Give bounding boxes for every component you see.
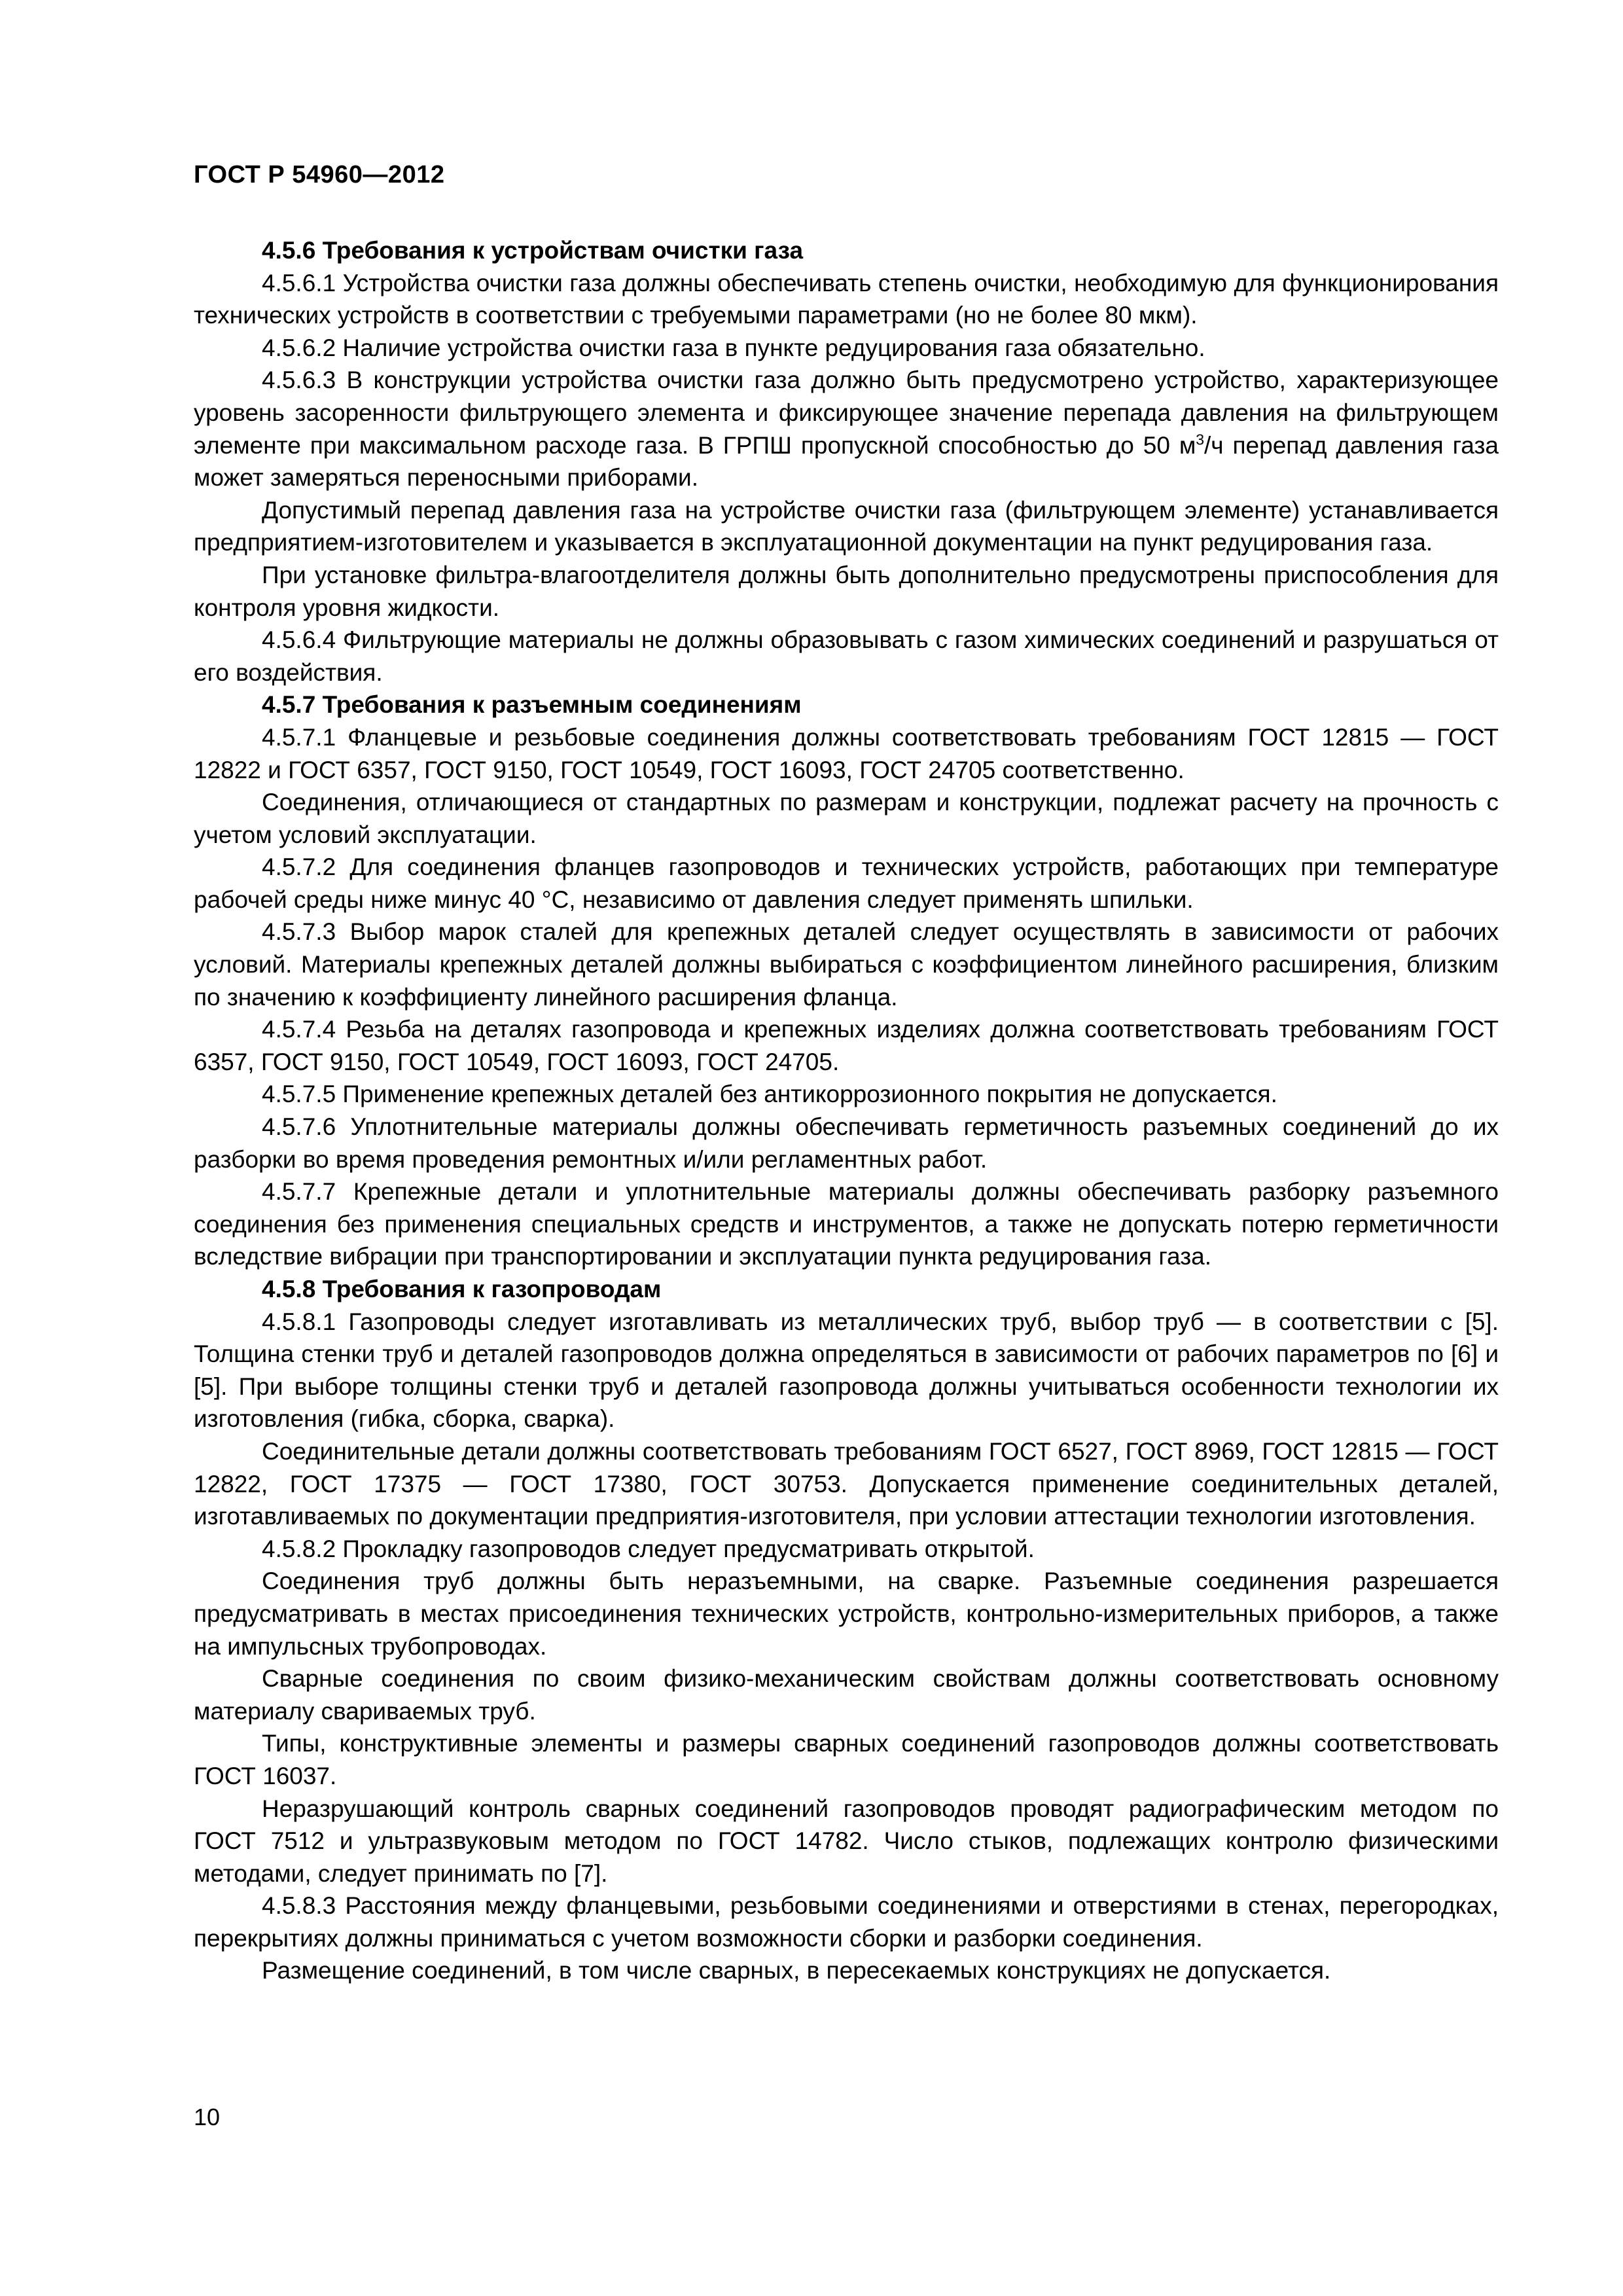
section-heading [194,234,1499,267]
paragraph-text: Размещение соединений, в том числе сварных, в пересекаемых конструкциях не допускается. [262,1957,1331,1984]
body-paragraph [194,624,1499,689]
body-paragraph [194,786,1499,851]
paragraph-text: 4.5.7.1 Фланцевые и резьбовые соединения должны соответствовать требованиям ГОСТ 12815 — ГОСТ 12822 и ГОСТ 6357, ГОСТ 9150, ГОСТ 10549, ГОСТ 16093, ГОСТ 24705 соответственно. [194,723,1499,783]
body-paragraph [194,267,1499,332]
page-number: 10 [194,2104,221,2130]
body-paragraph [194,332,1499,365]
body-paragraph [194,1954,1499,1987]
paragraph-text: 4.5.6.1 Устройства очистки газа должны обеспечивать степень очистки, необходимую для функционирования технических устройств в соответствии с требуемыми параметрами (но не более 80 мкм). [194,269,1499,329]
paragraph-text: 4.5.7.7 Крепежные детали и уплотнительные материалы должны обеспечивать разборку разъемного соединения без применения специальных средств и инструментов, а также не допускать потерю герметичности вследствие вибрации при транспортировании и эксплуатации пункта редуцирования газа. [194,1178,1499,1270]
body-paragraph [194,1013,1499,1078]
body-paragraph [194,1565,1499,1662]
paragraph-text: 4.5.6.3 В конструкции устройства очистки газа должно быть предусмотрено устройство, характеризующее уровень засоренности фильтрующего элемента и фиксирующее значение перепада давления на фильтрующем элементе при максимальном расходе газа. В ГРПШ пропускной способностью до 50 м [194,367,1499,459]
body-paragraph [194,851,1499,916]
paragraph-text: При установке фильтра-влагоотделителя должны быть дополнительно предусмотрены приспособления для контроля уровня жидкости. [194,561,1499,621]
body-paragraph [194,1175,1499,1273]
document-body [194,234,1499,1987]
document-number-header: ГОСТ Р 54960—2012 [194,161,445,188]
body-paragraph [194,559,1499,624]
paragraph-text: 4.5.8.3 Расстояния между фланцевыми, резьбовыми соединениями и отверстиями в стенах, перегородках, перекрытиях должны приниматься с учетом возможности сборки и разборки соединения. [194,1892,1499,1952]
body-paragraph [194,1662,1499,1727]
paragraph-text: 4.5.6.2 Наличие устройства очистки газа в пункте редуцирования газа обязательно. [262,334,1205,361]
paragraph-text: 4.5.6.4 Фильтрующие материалы не должны образовывать с газом химических соединений и разрушаться от его воздействия. [194,626,1499,686]
paragraph-text: 4.5.8.1 Газопроводы следует изготавливать из металлических труб, выбор труб — в соответствии с [5]. Толщина стенки труб и деталей газопроводов должна определяться в зависимости от рабочих параметров по [6] и [5]. При выборе толщины стенки труб и деталей газопровода должны учитываться особенности технологии их изготовления (гибка, сборка, сварка). [194,1308,1499,1433]
body-paragraph [194,364,1499,493]
paragraph-text: Допустимый перепад давления газа на устройстве очистки газа (фильтрующем элементе) устанавливается предприятием-изготовителем и указывается в эксплуатационной документации на пункт редуцирования газа. [194,496,1499,556]
section-heading [194,1273,1499,1306]
paragraph-text: 4.5.8 Требования к газопроводам [262,1276,662,1302]
body-paragraph [194,1078,1499,1111]
paragraph-text-tail: /ч перепад давления газа может замеряться переносными приборами. [194,431,1499,492]
superscript: 3 [1196,431,1205,448]
body-paragraph [194,1793,1499,1890]
paragraph-text: 4.5.6 Требования к устройствам очистки газа [262,237,804,264]
body-paragraph [194,916,1499,1013]
paragraph-text: 4.5.7.4 Резьба на деталях газопровода и крепежных изделиях должна соответствовать требованиям ГОСТ 6357, ГОСТ 9150, ГОСТ 10549, ГОСТ 16093, ГОСТ 24705. [194,1016,1499,1075]
body-paragraph [194,494,1499,559]
body-paragraph [194,1727,1499,1792]
body-paragraph [194,1435,1499,1533]
paragraph-text: Сварные соединения по своим физико-механическим свойствам должны соответствовать основному материалу свариваемых труб. [194,1665,1499,1725]
body-paragraph [194,1890,1499,1954]
paragraph-text: 4.5.8.2 Прокладку газопроводов следует предусматривать открытой. [262,1535,1035,1562]
paragraph-text: Соединения труб должны быть неразъемными, на сварке. Разъемные соединения разрешается предусматривать в местах присоединения технических устройств, контрольно-измерительных приборов, а также на импульсных трубопроводах. [194,1568,1499,1660]
paragraph-text: 4.5.7.6 Уплотнительные материалы должны обеспечивать герметичность разъемных соединений до их разборки во время проведения ремонтных и/или регламентных работ. [194,1113,1499,1173]
paragraph-text: Неразрушающий контроль сварных соединений газопроводов проводят радиографическим методом по ГОСТ 7512 и ультразвуковым методом по ГОСТ 14782. Число стыков, подлежащих контролю физическими методами, следует принимать по [7]. [194,1795,1499,1887]
paragraph-text: 4.5.7.2 Для соединения фланцев газопроводов и технических устройств, работающих при температуре рабочей среды ниже минус 40 °С, независимо от давления следует применять шпильки. [194,853,1499,913]
paragraph-text: Соединения, отличающиеся от стандартных по размерам и конструкции, подлежат расчету на прочность с учетом условий эксплуатации. [194,789,1499,848]
body-paragraph [194,721,1499,786]
section-heading [194,689,1499,721]
body-paragraph [194,1111,1499,1175]
paragraph-text: 4.5.7 Требования к разъемным соединениям [262,691,802,719]
body-paragraph [194,1533,1499,1566]
paragraph-text: 4.5.7.3 Выбор марок сталей для крепежных деталей следует осуществлять в зависимости от рабочих условий. Материалы крепежных деталей должны выбираться с коэффициентом линейного расширения, близким по значению к коэффициенту линейного расширения фланца. [194,918,1499,1011]
body-paragraph [194,1306,1499,1435]
paragraph-text: Типы, конструктивные элементы и размеры сварных соединений газопроводов должны соответствовать ГОСТ 16037. [194,1730,1499,1789]
paragraph-text: 4.5.7.5 Применение крепежных деталей без антикоррозионного покрытия не допускается. [262,1081,1277,1108]
paragraph-text: Соединительные детали должны соответствовать требованиям ГОСТ 6527, ГОСТ 8969, ГОСТ 12815 — ГОСТ 12822, ГОСТ 17375 — ГОСТ 17380, ГОСТ 30753. Допускается применение соединительных деталей, изготавливаемых по документации предприятия-изготовителя, при условии аттестации технологии изготовления. [194,1437,1499,1530]
